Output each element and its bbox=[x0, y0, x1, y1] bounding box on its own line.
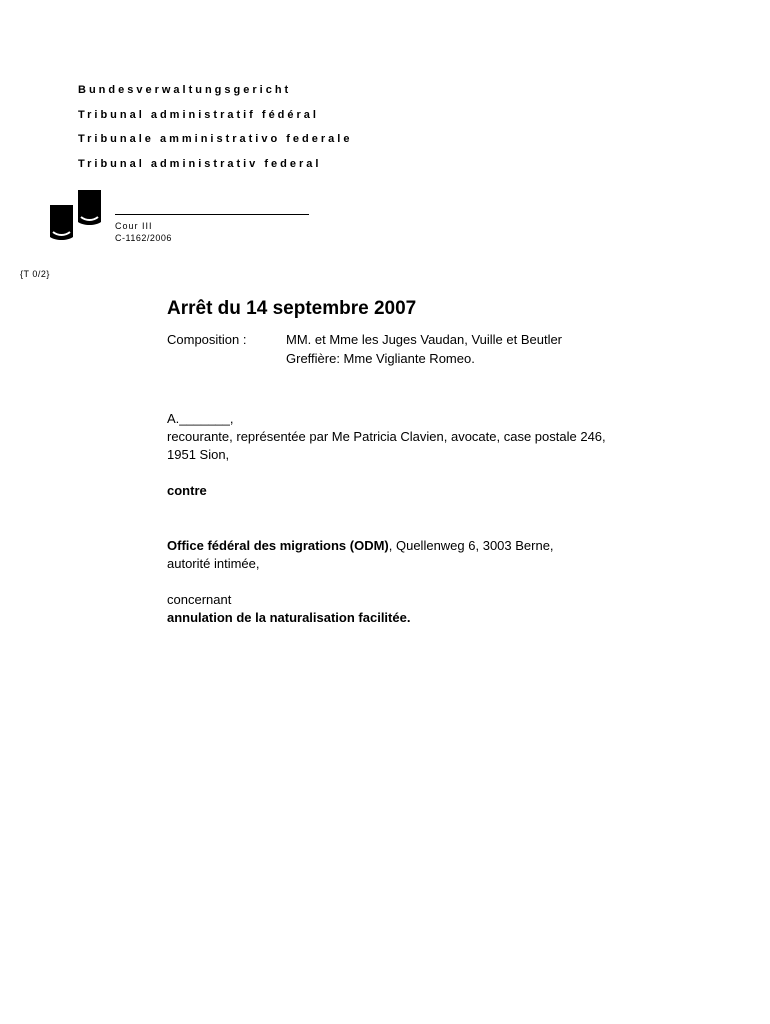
case-number: C-1162/2006 bbox=[115, 233, 172, 243]
appellant-name: A._______, bbox=[167, 411, 234, 426]
court-name-fr: Tribunal administratif fédéral bbox=[78, 108, 319, 121]
composition-label: Composition : bbox=[167, 332, 247, 347]
authority-role: autorité intimée, bbox=[167, 556, 260, 571]
composition-judges: MM. et Mme les Juges Vaudan, Vuille et Beutler bbox=[286, 332, 563, 347]
federal-court-logo-icon bbox=[50, 190, 102, 244]
court-name-de: Bundesverwaltungsgericht bbox=[78, 84, 292, 96]
court-name-rm: Tribunal administrativ federal bbox=[78, 157, 322, 170]
judgment-title: Arrêt du 14 septembre 2007 bbox=[167, 298, 417, 319]
composition-clerk: Greffière: Mme Vigliante Romeo. bbox=[286, 350, 475, 366]
court-names bbox=[78, 83, 352, 181]
header-rule bbox=[115, 214, 309, 215]
document-code: {T 0/2} bbox=[20, 269, 50, 279]
against-label: contre bbox=[167, 483, 207, 498]
judgment-subject: annulation de la naturalisation facilitée. bbox=[167, 610, 411, 625]
authority-line bbox=[167, 537, 727, 555]
appellant-details-line2: 1951 Sion, bbox=[167, 447, 230, 462]
authority-name: Office fédéral des migrations (ODM) bbox=[167, 538, 389, 553]
concerning-label: concernant bbox=[167, 592, 232, 607]
composition bbox=[167, 331, 727, 368]
chamber-label: Cour III bbox=[115, 221, 153, 231]
appellant-details-line1: recourante, représentée par Me Patricia Clavien, avocate, case postale 246, bbox=[167, 429, 606, 444]
authority-address: , Quellenweg 6, 3003 Berne, bbox=[388, 538, 554, 553]
composition-text bbox=[286, 331, 562, 368]
judgment-body bbox=[167, 297, 727, 627]
court-name-it: Tribunale amministrativo federale bbox=[78, 133, 353, 145]
